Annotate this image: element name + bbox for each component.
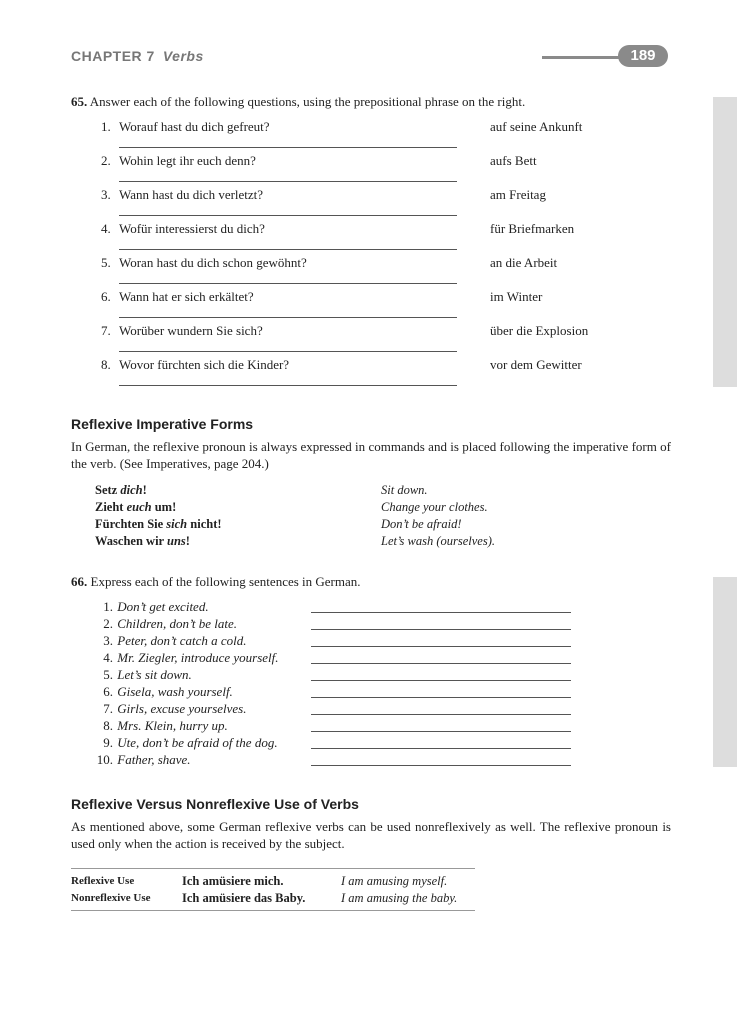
question-text: Wann hast du dich verletzt? (119, 187, 264, 202)
sentence-text: Mrs. Klein, hurry up. (117, 718, 228, 733)
command-ending: um! (151, 500, 177, 514)
command-ending: ! (142, 483, 147, 497)
english-translation: Don’t be afraid! (381, 517, 462, 531)
sentence-text: Gisela, wash yourself. (117, 684, 233, 699)
table-row-label: Nonreflexive Use (71, 892, 151, 904)
english-translation: Change your clothes. (381, 500, 488, 514)
sentence-number: 9. (103, 735, 113, 750)
english-translation: Sit down. (381, 483, 428, 497)
sentence-row (95, 599, 209, 615)
command-verb: Fürchten Sie (95, 517, 167, 531)
sentence-text: Children, don’t be late. (117, 616, 238, 631)
german-command (95, 483, 147, 498)
question-row (101, 153, 256, 169)
sentence-number: 6. (103, 684, 113, 699)
table-top-rule (71, 868, 475, 869)
question-number: 8. (101, 357, 111, 372)
sentence-row (95, 752, 191, 768)
sentence-number: 4. (103, 650, 113, 665)
question-row (101, 255, 307, 271)
sentence-row (95, 633, 247, 649)
reflexive-pronoun: uns (167, 534, 186, 548)
answer-line[interactable] (119, 181, 457, 182)
command-verb: Waschen wir (95, 534, 167, 548)
command-ending: nicht! (187, 517, 222, 531)
question-text: Worüber wundern Sie sich? (119, 323, 263, 338)
table-german: Ich amüsiere das Baby. (182, 891, 306, 905)
question-text: Wofür interessierst du dich? (119, 221, 265, 236)
chapter-subject: Verbs (162, 48, 204, 64)
exercise-66-instruction (71, 574, 361, 590)
exercise-65-text: Answer each of the following questions, using the prepositional phrase on the right. (89, 94, 526, 109)
prepositional-phrase: aufs Bett (490, 153, 537, 168)
question-number: 6. (101, 289, 111, 304)
sentence-text: Peter, don’t catch a cold. (117, 633, 247, 648)
exercise-65-number: 65. (71, 94, 88, 109)
answer-line[interactable] (311, 612, 571, 613)
sentence-row (95, 701, 247, 717)
sentence-number: 3. (103, 633, 113, 648)
question-text: Wohin legt ihr euch denn? (119, 153, 256, 168)
question-row (101, 187, 263, 203)
question-text: Worauf hast du dich gefreut? (119, 119, 270, 134)
reflexive-pronoun: euch (126, 500, 152, 514)
question-row (101, 119, 270, 135)
chapter-label: CHAPTER 7 (71, 48, 155, 64)
prepositional-phrase: über die Explosion (490, 323, 589, 338)
page-number-badge: 189 (618, 45, 668, 67)
sentence-number: 1. (103, 599, 113, 614)
answer-line[interactable] (119, 317, 457, 318)
reflexive-pronoun: dich (120, 483, 143, 497)
sentence-text: Don’t get excited. (117, 599, 209, 614)
sentence-text: Let’s sit down. (117, 667, 192, 682)
sentence-number: 2. (103, 616, 113, 631)
sentence-text: Father, shave. (117, 752, 191, 767)
prepositional-phrase: an die Arbeit (490, 255, 558, 270)
answer-line[interactable] (311, 680, 571, 681)
exercise-66-number: 66. (71, 574, 88, 589)
question-number: 7. (101, 323, 111, 338)
answer-line[interactable] (311, 663, 571, 664)
side-thumb-tab (713, 577, 737, 767)
prepositional-phrase: im Winter (490, 289, 543, 304)
question-number: 1. (101, 119, 111, 134)
question-text: Woran hast du dich schon gewöhnt? (119, 255, 307, 270)
sentence-row (95, 667, 192, 683)
question-row (101, 221, 265, 237)
table-german: Ich amüsiere mich. (182, 874, 284, 888)
question-row (101, 323, 263, 339)
command-verb: Zieht (95, 500, 127, 514)
sentence-number: 10. (96, 752, 113, 767)
prepositional-phrase: auf seine Ankunft (490, 119, 583, 134)
side-thumb-tab (713, 97, 737, 387)
answer-line[interactable] (311, 731, 571, 732)
german-command (95, 517, 222, 532)
answer-line[interactable] (311, 748, 571, 749)
reflexive-imperative-paragraph: In German, the reflexive pronoun is always expressed in commands and is placed following the imperative form of the verb. (See Imperatives, page 204.) (71, 439, 671, 471)
sentence-number: 7. (103, 701, 113, 716)
sentence-row (95, 650, 279, 666)
answer-line[interactable] (119, 385, 457, 386)
answer-line[interactable] (119, 283, 457, 284)
sentence-row (95, 616, 237, 632)
question-text: Wann hat er sich erkältet? (119, 289, 254, 304)
english-translation: Let’s wash (ourselves). (381, 534, 496, 548)
table-row-label: Reflexive Use (71, 875, 135, 887)
prepositional-phrase: am Freitag (490, 187, 546, 202)
question-number: 3. (101, 187, 111, 202)
prepositional-phrase: für Briefmarken (490, 221, 575, 236)
prepositional-phrase: vor dem Gewitter (490, 357, 582, 372)
answer-line[interactable] (119, 351, 457, 352)
answer-line[interactable] (311, 714, 571, 715)
sentence-number: 8. (103, 718, 113, 733)
german-command (95, 500, 176, 515)
chapter-header (71, 48, 204, 64)
sentence-row (95, 684, 233, 700)
answer-line[interactable] (119, 249, 457, 250)
question-number: 4. (101, 221, 111, 236)
answer-line[interactable] (119, 147, 457, 148)
sentence-row (95, 718, 228, 734)
answer-line[interactable] (311, 697, 571, 698)
exercise-65-instruction (71, 94, 525, 110)
sentence-text: Ute, don’t be afraid of the dog. (117, 735, 278, 750)
question-row (101, 357, 289, 373)
sentence-row (95, 735, 278, 751)
german-command (95, 534, 190, 549)
table-bottom-rule (71, 910, 475, 911)
section-heading-reflexive-imperative: Reflexive Imperative Forms (71, 416, 254, 432)
sentence-text: Mr. Ziegler, introduce yourself. (117, 650, 279, 665)
answer-line[interactable] (311, 765, 571, 766)
command-ending: ! (185, 534, 190, 548)
sentence-text: Girls, excuse yourselves. (117, 701, 247, 716)
table-english: I am amusing the baby. (341, 891, 458, 905)
question-text: Wovor fürchten sich die Kinder? (119, 357, 290, 372)
reflexive-pronoun: sich (166, 517, 188, 531)
answer-line[interactable] (311, 646, 571, 647)
answer-line[interactable] (311, 629, 571, 630)
exercise-66-text: Express each of the following sentences in German. (90, 574, 361, 589)
question-row (101, 289, 254, 305)
sentence-number: 5. (103, 667, 113, 682)
question-number: 2. (101, 153, 111, 168)
table-english: I am amusing myself. (341, 874, 448, 888)
command-verb: Setz (95, 483, 121, 497)
reflexive-vs-paragraph: As mentioned above, some German reflexive verbs can be used nonreflexively as well. The reflexive pronoun is used only when the action is received by the subject. (71, 819, 671, 851)
section-heading-reflexive-vs-nonreflexive: Reflexive Versus Nonreflexive Use of Verbs (71, 796, 359, 812)
question-number: 5. (101, 255, 111, 270)
answer-line[interactable] (119, 215, 457, 216)
